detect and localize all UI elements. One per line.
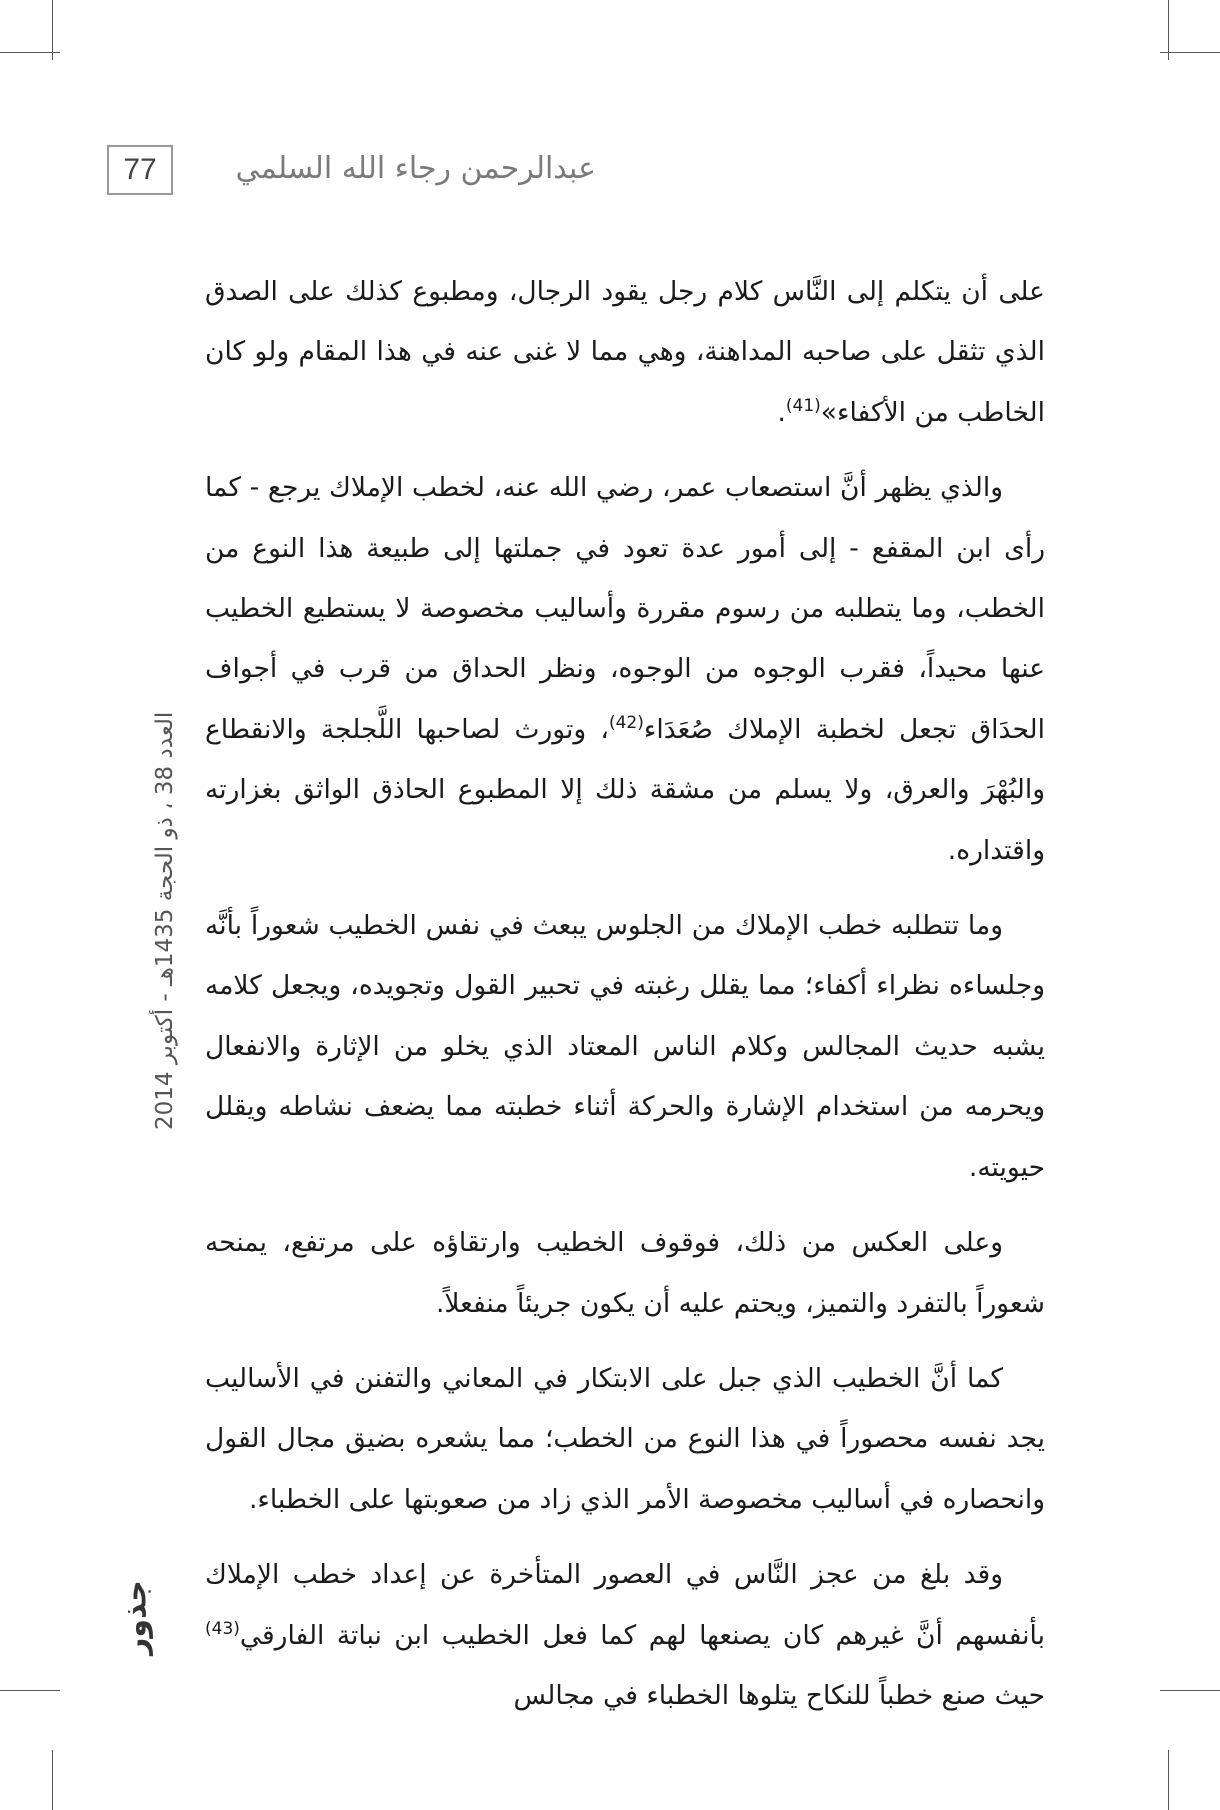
crop-mark [1168,1750,1169,1810]
crop-mark [0,52,60,53]
paragraph: وعلى العكس من ذلك، فوقوف الخطيب وارتقاؤه على مرتفع، يمنحه شعوراً بالتفرد والتميز، ويحتم عليه أن يكون جريئاً منفعلاً. [205,1227,1045,1319]
footnote-ref: (41) [785,395,821,416]
paragraph: وما تتطلبه خطب الإملاك من الجلوس يبعث في نفس الخطيب شعوراً بأنَّه وجلساءه نظراء أكفاء؛ مما يقلل رغبته في تحبير القول وتجويده، ويجعل كلامه يشبه حديث المجالس وكلام الناس المعتاد الذي يخلو من الإثارة والانفعال ويحرمه من استخدام الإشارة والحركة أثناء خطبته مما يضعف نشاطه ويقلل حيويته. [205,910,1045,1183]
crop-mark [52,1750,53,1810]
running-title: عبدالرحمن رجاء الله السلمي [235,151,596,186]
crop-mark [0,1690,60,1691]
page-number: 77 [107,145,173,195]
page-header [0,145,1220,205]
journal-logo: جذور [118,1580,154,1655]
issue-info: العدد 38 ، ذو الحجة 1435هـ - أكتوبر 2014 [152,711,178,1130]
crop-mark [1160,52,1220,53]
paragraph: والذي يظهر أنَّ استصعاب عمر، رضي الله عنه، لخطب الإملاك يرجع - كما رأى ابن المقفع - إلى أمور عدة تعود في جملتها إلى طبيعة هذا النوع من الخطب، وما يتطلبه من رسوم مقررة وأساليب مخصوصة لا يستطيع الخطيب عنها محيداً، فقرب الوجوه من الوجوه، ونظر الحداق من قرب في أجواف الحدَاق تجعل لخطبة الإملاك صُعَدَاء$^{(42)}$، وتورث لصاحبها اللَّجلجة والانقطاع والبُهْرَ والعرق، ولا يسلم من مشقة ذلك إلا المطبوع الحاذق الواثق بغزارته واقتداره. [205,472,1045,866]
footnote-ref: (42) [608,713,644,734]
article-body [205,262,1045,1741]
paragraph: على أن يتكلم إلى النَّاس كلام رجل يقود الرجال، ومطبوع كذلك على الصدق الذي تثقل على صاحبه المداهنة، وهي مما لا غنى عنه في هذا المقام ولو كان الخاطب من الأكفاء»$^{(41)}$. [205,276,1045,428]
crop-mark [1168,0,1169,60]
paragraph: كما أنَّ الخطيب الذي جبل على الابتكار في المعاني والتفنن في الأساليب يجد نفسه محصوراً في هذا النوع من الخطب؛ مما يشعره بضيق مجال القول وانحصاره في أساليب مخصوصة الأمر الذي زاد من صعوبتها على الخطباء. [205,1362,1045,1515]
paragraph: وقد بلغ من عجز النَّاس في العصور المتأخرة عن إعداد خطب الإملاك بأنفسهم أنَّ غيرهم كان يصنعها لهم كما فعل الخطيب ابن نباتة الفارقي$^{(43)}$ حيث صنع خطباً للنكاح يتلوها الخطباء في مجالس [205,1559,1045,1711]
crop-mark [1160,1690,1220,1691]
footnote-ref: (43) [205,1618,240,1639]
crop-mark [52,0,53,60]
